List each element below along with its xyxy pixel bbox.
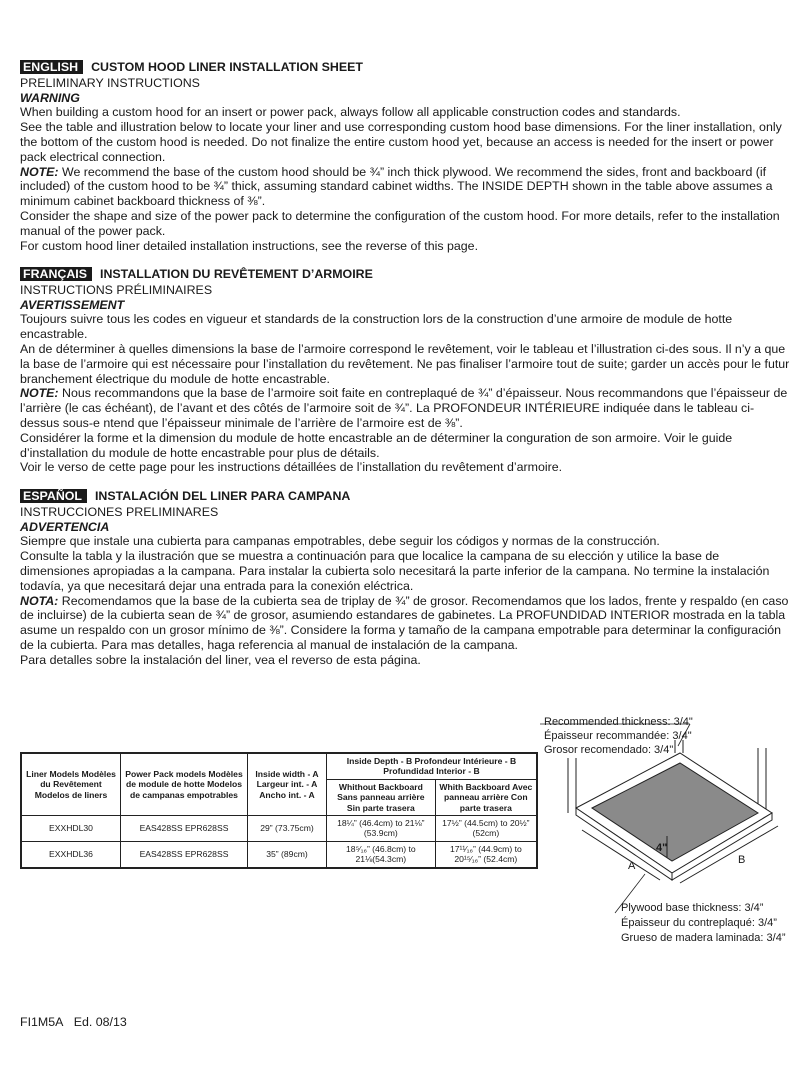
- cell-width: 29” (73.75cm): [248, 816, 327, 842]
- cell-with: 17½” (44.5cm) to 20½” (52cm): [435, 816, 537, 842]
- warning-label: AVERTISSEMENT: [20, 297, 125, 312]
- language-badge: FRANÇAIS: [20, 267, 92, 281]
- section-title: INSTALLATION DU REVÊTEMENT D’ARMOIRE: [100, 267, 373, 281]
- note-text: We recommend the base of the custom hood should be ¾” inch thick plywood. We recommend the sides, front and backboard (if included) of the custom hood to be ¾” thick, assuming standard cabinet widths. The INSIDE DEPTH shown in the table above assumes a minimum cabinet backboard thickness of ⅜”.: [20, 164, 773, 209]
- plywood-base-en: Plywood base thickness: 3/4”: [621, 902, 764, 914]
- footer: [20, 1015, 127, 1029]
- note-paragraph: [20, 386, 790, 430]
- recommended-thickness-en: Recommended thickness: 3/4": [544, 716, 693, 728]
- paragraph: See the table and illustration below to locate your liner and use corresponding custom hood base dimensions. For the liner installation, only the bottom of the custom hood is needed. Do not finalize the entire custom hood yet, because an access is needed for the insert or power pack electrical connection.: [20, 120, 782, 164]
- cell-power: EAS428SS EPR628SS: [121, 816, 248, 842]
- section-title: CUSTOM HOOD LINER INSTALLATION SHEET: [91, 60, 363, 74]
- header-inside-depth: Inside Depth - B Profondeur Intérieure - B Profundidad Interior - B: [327, 753, 538, 779]
- edition-date: Ed. 08/13: [73, 1015, 127, 1029]
- section-espanol: [20, 489, 790, 668]
- cell-liner: EXXHDL36: [21, 841, 121, 867]
- warning-label: ADVERTENCIA: [20, 519, 110, 534]
- subtitle: PRELIMINARY INSTRUCTIONS: [20, 75, 200, 90]
- language-badge: ENGLISH: [20, 60, 83, 74]
- paragraph: Considérer la forme et la dimension du module de hotte encastrable an de déterminer la conguration de son armoire. Voir le guide d’installation du module de hotte encastrable pour plus de détails.: [20, 430, 733, 460]
- header-without-backboard: Whithout Backboard Sans panneau arrière Sin parte trasera: [327, 779, 436, 815]
- paragraph: For custom hood liner detailed installation instructions, see the reverse of this page.: [20, 238, 479, 253]
- cell-liner: EXXHDL30: [21, 816, 121, 842]
- liner-spec-table: [20, 752, 538, 869]
- cell-with: 17¹¹⁄₁₆” (44.9cm) to 20¹⁵⁄₁₆” (52.4cm): [435, 841, 537, 867]
- subtitle: INSTRUCCIONES PRELIMINARES: [20, 504, 219, 519]
- dimension-4-label: 4": [656, 842, 668, 854]
- header-power-pack: Power Pack models Modèles de module de hotte Modelos de campanas empotrables: [121, 753, 248, 816]
- table-row: [21, 841, 537, 867]
- note-label: NOTE:: [20, 164, 59, 179]
- liner-area: [592, 763, 758, 861]
- note-label: NOTA:: [20, 593, 59, 608]
- header-liner-models: Liner Models Modèles du Revêtement Modelos de liners: [21, 753, 121, 816]
- recommended-thickness-fr: Épaisseur recommandée: 3/4": [544, 730, 692, 742]
- paragraph: Siempre que instale una cubierta para campanas empotrables, debe seguir los códigos y normas de la construcción.: [20, 534, 660, 549]
- header-inside-width: Inside width - A Largeur int. - A Ancho int. - A: [248, 753, 327, 816]
- note-paragraph: [20, 594, 790, 653]
- dimension-a-label: A: [628, 860, 636, 872]
- note-label: NOTE:: [20, 386, 59, 401]
- subtitle: INSTRUCTIONS PRÉLIMINAIRES: [20, 282, 213, 297]
- paragraph: Consider the shape and size of the power pack to determine the configuration of the custom hood. For more details, refer to the installation manual of the power pack.: [20, 208, 780, 238]
- recommended-thickness-es: Grosor recomendado: 3/4": [544, 744, 674, 756]
- paragraph: Toujours suivre tous les codes en vigueur et standards de la construction lors de la construction d’une armoire de module de hotte encastrable.: [20, 312, 733, 342]
- document-code: FI1M5A: [20, 1015, 64, 1029]
- paragraph: An de déterminer à quelles dimensions la base de l’armoire correspond le revêtement, voir le tableau et l’illustration ci-des sous. Il n’y a que la base de l’armoire qui est nécessaire pour l’installation du revêtement. Ne pas finaliser l’armoire tout de suite; garder un accès pour le futur branchement électrique du module de hotte encastrable.: [20, 341, 790, 386]
- cell-without: 18¼” (46.4cm) to 21⅛” (53.9cm): [327, 816, 436, 842]
- paragraph: When building a custom hood for an insert or power pack, always follow all applicable construction codes and standards.: [20, 105, 681, 120]
- paragraph: Consulte la tabla y la ilustración que se muestra a continuación para que localice la campana de su elección y utilice la base de dimensiones apropiadas a la campana. Para instalar la cubierta solo necesitará la parte inferior de la campana. No termine la instalación todavía, ya que necesitará dejar una entrada para la conexión eléctrica.: [20, 549, 770, 593]
- note-text: Nous recommandons que la base de l’armoire soit faite en contreplaqué de ¾” d’épaisseur. Nous recommandons que l’épaisseur de l’arrière (le cas échéant), de l’avant et des côtés de l’armoire soit de ¾”. La PROFONDEUR INTÉRIEURE indiquée dans le tableau ci-dessus sous-e ntend que l’épaisseur minimale de l’arrière de l’armoire est de ⅜”.: [20, 386, 788, 430]
- table-row: [21, 816, 537, 842]
- cell-power: EAS428SS EPR628SS: [121, 841, 248, 867]
- warning-label: WARNING: [20, 90, 80, 105]
- language-badge: ESPAÑOL: [20, 489, 87, 503]
- cell-width: 35” (89cm): [248, 841, 327, 867]
- paragraph: Voir le verso de cette page pour les instructions détaillées de l’installation du revêtement d’armoire.: [20, 460, 563, 475]
- cell-without: 18⁵⁄₁₆” (46.8cm) to 21⅛(54.3cm): [327, 841, 436, 867]
- section-francais: [20, 267, 790, 475]
- note-text: Recomendamos que la base de la cubierta sea de triplay de ¾” de grosor. Recomendamos que los lados, frente y respaldo (en caso de incluirse) de la cubierta sean de ¾” de grosor, asumiendo estandares de gabinetes. La PROFUNDIDAD INTERIOR mostrada en la tabla asume un respaldo con un grosor mínimo de ⅜”. Considere la forma y tamaño de la campana empotrable para determinar la configuración de la cubierta. Para mas detalles, haga referencia al manual de instalación de la campana.: [20, 593, 789, 652]
- section-english: [20, 60, 790, 253]
- note-paragraph: [20, 165, 790, 209]
- dimension-b-label: B: [738, 854, 746, 866]
- hood-base-diagram: [540, 708, 795, 953]
- paragraph: Para detalles sobre la instalación del liner, vea el reverso de esta página.: [20, 652, 421, 667]
- table-header-row: [21, 753, 537, 779]
- plywood-base-fr: Épaisseur du contreplaqué: 3/4”: [621, 917, 777, 929]
- section-title: INSTALACIÓN DEL LINER PARA CAMPANA: [94, 489, 351, 503]
- section-header: [20, 267, 790, 282]
- header-with-backboard: Whith Backboard Avec panneau arrière Con parte trasera: [435, 779, 537, 815]
- plywood-base-es: Grueso de madera laminada: 3/4”: [621, 932, 786, 944]
- section-header: [20, 489, 790, 504]
- section-header: [20, 60, 790, 75]
